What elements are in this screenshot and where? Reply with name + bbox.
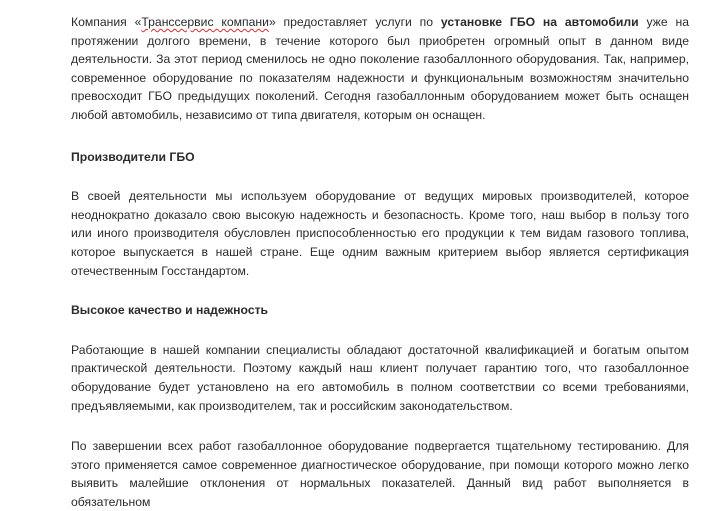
quality-paragraph: Работающие в нашей компании специалисты обладают достаточной квалификацией и богатым опытом практической деятельности. Поэтому каждый наш клиент получает гарантию того, что газобаллонное оборудование будет установлено на его автомобиль в полном соответствии со всеми требованиями, предъявляемыми, как производителем, так и российским законодательством. [71, 342, 689, 413]
intro-paragraph [71, 13, 689, 125]
testing-paragraph: По завершении всех работ газобаллонное оборудование подвергается тщательному тестированию. Для этого применяется самое современное диагностическое оборудование, при помощи которого можно легко выявить малейшие отклонения от нормальных показателей. Данный вид работ выполняется в обязательном [71, 439, 689, 509]
heading-quality: Высокое качество и надежность [71, 303, 269, 318]
document-body [71, 13, 689, 511]
service-highlight: установке ГБО на автомобили [440, 15, 639, 29]
intro-prefix: Компания « [71, 15, 142, 29]
intro-middle: » предоставляет услуги по [268, 15, 441, 29]
heading-producers: Производители ГБО [71, 149, 195, 164]
producers-paragraph: В своей деятельности мы используем оборудование от ведущих мировых производителей, которое неоднократно доказало свою высокую надежность и безопасность. Кроме того, наш выбор в пользу того или иного производителя обусловлен приспособленностью его продукции к тем видам газового топлива, которое выпускается в нашей стране. Еще одним важным критерием выбор является сертификация отечественным Госстандартом. [71, 189, 689, 278]
intro-rest: уже на протяжении долгого времени, в течение которого был приобретен огромный опыт в данном виде деятельности. За этот период сменилось не одно поколение газобаллонного оборудования. Так, например, современное оборудование по показателям надежности и функциональным возможностям значительно превосходит ГБО предыдущих поколений. Сегодня газобаллонным оборудованием может быть оснащен любой автомобиль, независимо от типа двигателя, которым он оснащен. [71, 15, 689, 122]
company-name: Транссервис компани [141, 15, 269, 29]
